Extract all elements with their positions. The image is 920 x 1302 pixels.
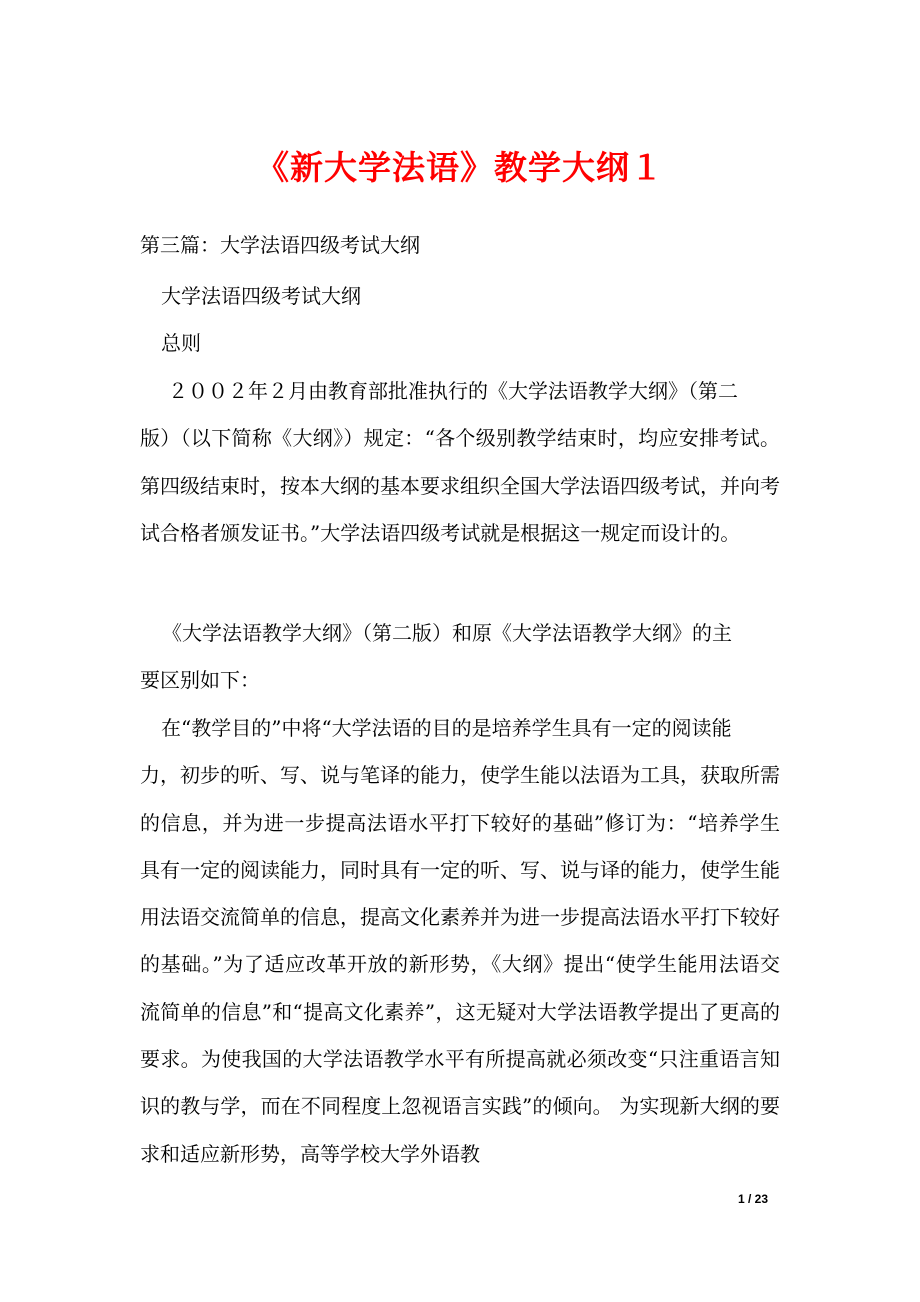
general-heading: 总则 xyxy=(161,331,201,355)
document-title: 《新大学法语》教学大纲１ xyxy=(256,148,664,187)
page-number: 1 / 23 xyxy=(738,1192,769,1206)
section-heading: 第三篇：大学法语四级考试大纲 xyxy=(140,233,420,257)
subheading: 大学法语四级考试大纲 xyxy=(161,284,361,308)
paragraph-2 xyxy=(140,610,780,705)
paragraph-2-lead: 《大学法语教学大纲》（第二版）和原《大学法语教学大纲》的主 xyxy=(162,621,732,645)
paragraph-2-rest: 要区别如下： xyxy=(140,668,260,693)
paragraph-3-lead: 在“教学目的”中将“大学法语的目的是培养学生具有一定的阅读能 xyxy=(161,716,732,740)
paragraph-3-rest: 力，初步的听、写、说与笔译的能力，使学生能以法语为工具，获取所需的信息，并为进一步提高法语水平打下较好的基础”修订为：“培养学生具有一定的阅读能力，同时具有一定的听、写、说与译的能力，使学生能用法语交流简单的信息，提高文化素养并为进一步提高法语水平打下较好的基础。”为了适应改革开放的新形势，《大纲》提出“使学生能用法语交流简单的信息”和“提高文化素养”，这无疑对大学法语教学提出了更高的要求。为使我国的大学法语教学水平有所提高就必须改变“只注重语言知识的教与学，而在不同程度上忽视语言实践”的倾向。 为实现新大纲的要求和适应新形势，高等学校大学外语教 xyxy=(140,763,780,1166)
paragraph-1 xyxy=(140,368,780,557)
paragraph-1-lead: ２００２年２月由教育部批准执行的《大学法语教学大纲》（第二 xyxy=(168,379,738,403)
paragraph-3 xyxy=(140,705,780,1178)
paragraph-1-rest: 版）（以下简称《大纲》）规定：“各个级别教学结束时，均应安排考试。第四级结束时，按本大纲的基本要求组织全国大学法语四级考试，并向考试合格者颁发证书。”大学法语四级考试就是根据这一规定而设计的。 xyxy=(140,426,780,545)
